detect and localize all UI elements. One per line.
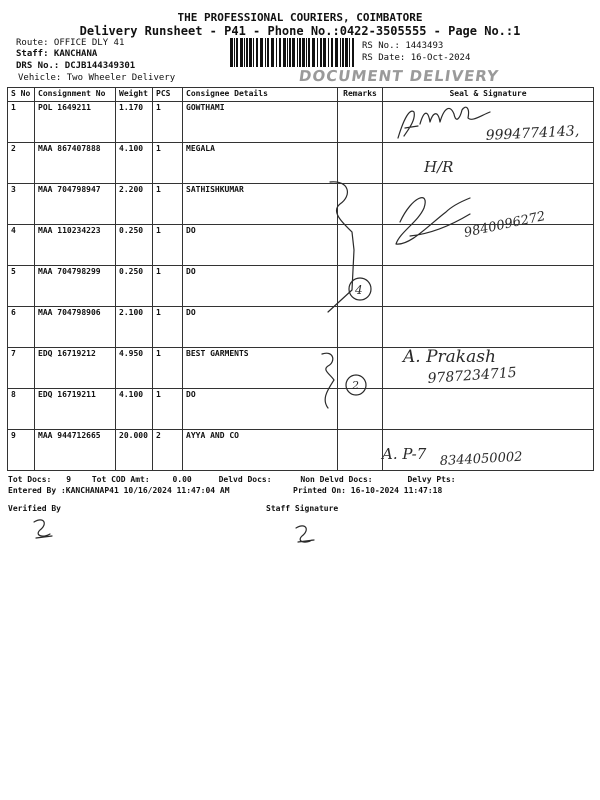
name-row-9: A. P-7 xyxy=(382,445,427,463)
cell-consignment-no: POL 1649211 xyxy=(35,102,116,143)
delvd-docs-label: Delvd Docs: xyxy=(218,475,272,484)
drs-value: DCJB144349301 xyxy=(64,61,136,71)
cell-sno: 5 xyxy=(8,266,35,307)
cell-consignment-no: EDQ 16719211 xyxy=(35,389,116,430)
drs-label: DRS No.: xyxy=(16,61,60,71)
signature-row-3 xyxy=(396,198,470,244)
cell-consignment-no: MAA 704798299 xyxy=(35,266,116,307)
cell-consignee: GOWTHAMI xyxy=(183,102,338,143)
cell-sno: 4 xyxy=(8,225,35,266)
cell-weight: 4.100 xyxy=(116,143,153,184)
cell-consignment-no: MAA 944712665 xyxy=(35,430,116,471)
cell-weight: 2.100 xyxy=(116,307,153,348)
cell-consignee: DO xyxy=(183,307,338,348)
cell-sno: 6 xyxy=(8,307,35,348)
cell-sno: 7 xyxy=(8,348,35,389)
cell-consignee: DO xyxy=(183,225,338,266)
delvy-pts-label: Delvy Pts: xyxy=(407,475,456,484)
cell-weight: 1.170 xyxy=(116,102,153,143)
route-label: Route: OFFICE DLY 41 xyxy=(16,38,125,48)
cell-consignment-no: MAA 704798906 xyxy=(35,307,116,348)
cell-pcs: 1 xyxy=(153,389,183,430)
cell-consignee: SATHISHKUMAR xyxy=(183,184,338,225)
cell-weight: 4.100 xyxy=(116,389,153,430)
tot-cod-label: Tot COD Amt: xyxy=(91,475,150,484)
phone-row-9: 8344050002 xyxy=(439,449,523,469)
cell-weight: 20.000 xyxy=(116,430,153,471)
note-row-2: H/R xyxy=(424,158,454,176)
cell-consignment-no: MAA 704798947 xyxy=(35,184,116,225)
cell-consignment-no: MAA 867407888 xyxy=(35,143,116,184)
cell-consignee: MEGALA xyxy=(183,143,338,184)
tot-docs-value: 9 xyxy=(66,475,72,484)
phone-row-7: 9787234715 xyxy=(427,364,518,387)
cell-consignee: BEST GARMENTS xyxy=(183,348,338,389)
cell-pcs: 1 xyxy=(153,266,183,307)
signature-row-1 xyxy=(398,107,490,138)
staff-label: Staff: KANCHANA xyxy=(16,49,98,59)
cell-pcs: 1 xyxy=(153,348,183,389)
bracket-mark-lower xyxy=(322,353,334,408)
printed-on: Printed On: 16-10-2024 11:47:18 xyxy=(293,486,443,495)
col-consignee: Consignee Details xyxy=(183,88,338,102)
col-sno: S No xyxy=(8,88,35,102)
col-remarks: Remarks xyxy=(338,88,383,102)
cell-pcs: 1 xyxy=(153,143,183,184)
cell-sno: 8 xyxy=(8,389,35,430)
cell-pcs: 2 xyxy=(153,430,183,471)
cell-weight: 0.250 xyxy=(116,225,153,266)
non-delvd-docs-label: Non Delvd Docs: xyxy=(300,475,373,484)
phone-row-1: 9994774143, xyxy=(485,123,580,144)
cell-weight: 4.950 xyxy=(116,348,153,389)
signature-staff xyxy=(296,526,314,542)
cell-consignee: AYYA AND CO xyxy=(183,430,338,471)
cell-consignment-no: EDQ 16719212 xyxy=(35,348,116,389)
tot-docs-label: Tot Docs: xyxy=(8,475,52,484)
vehicle-label: Vehicle: Two Wheeler Delivery xyxy=(18,73,176,83)
col-pcs: PCS xyxy=(153,88,183,102)
document-delivery-stamp: DOCUMENT DELIVERY xyxy=(297,67,501,85)
cell-weight: 0.250 xyxy=(116,266,153,307)
cell-consignee: DO xyxy=(183,266,338,307)
cell-consignment-no: MAA 110234223 xyxy=(35,225,116,266)
cell-sno: 9 xyxy=(8,430,35,471)
cell-pcs: 1 xyxy=(153,102,183,143)
rs-number: RS No.: 1443493 xyxy=(362,41,444,51)
cell-sno: 1 xyxy=(8,102,35,143)
cell-sno: 3 xyxy=(8,184,35,225)
col-weight: Weight xyxy=(116,88,153,102)
verified-by-label: Verified By xyxy=(8,504,61,513)
entered-by: Entered By :KANCHANAP41 10/16/2024 11:47:04 AM xyxy=(8,486,230,495)
tot-cod-value: 0.00 xyxy=(172,475,192,484)
cell-consignee: DO xyxy=(183,389,338,430)
runsheet-title: Delivery Runsheet - P41 - Phone No.:0422-3505555 - Page No.:1 xyxy=(79,24,521,38)
circle-label-row5: 4 xyxy=(355,283,363,297)
cell-pcs: 1 xyxy=(153,307,183,348)
cell-weight: 2.200 xyxy=(116,184,153,225)
name-row-7: A. Prakash xyxy=(403,347,496,367)
col-consignment: Consignment No xyxy=(35,88,116,102)
col-seal-signature: Seal & Signature xyxy=(383,88,594,102)
staff-signature-label: Staff Signature xyxy=(266,504,339,513)
company-name: THE PROFESSIONAL COURIERS, COIMBATORE xyxy=(177,11,423,24)
signature-staff-verify xyxy=(34,520,52,538)
rs-date: RS Date: 16-Oct-2024 xyxy=(362,53,471,63)
circle-label-row8: 2 xyxy=(352,379,359,392)
cell-pcs: 1 xyxy=(153,225,183,266)
cell-pcs: 1 xyxy=(153,184,183,225)
phone-row-3: 9840096272 xyxy=(462,209,547,241)
cell-sno: 2 xyxy=(8,143,35,184)
